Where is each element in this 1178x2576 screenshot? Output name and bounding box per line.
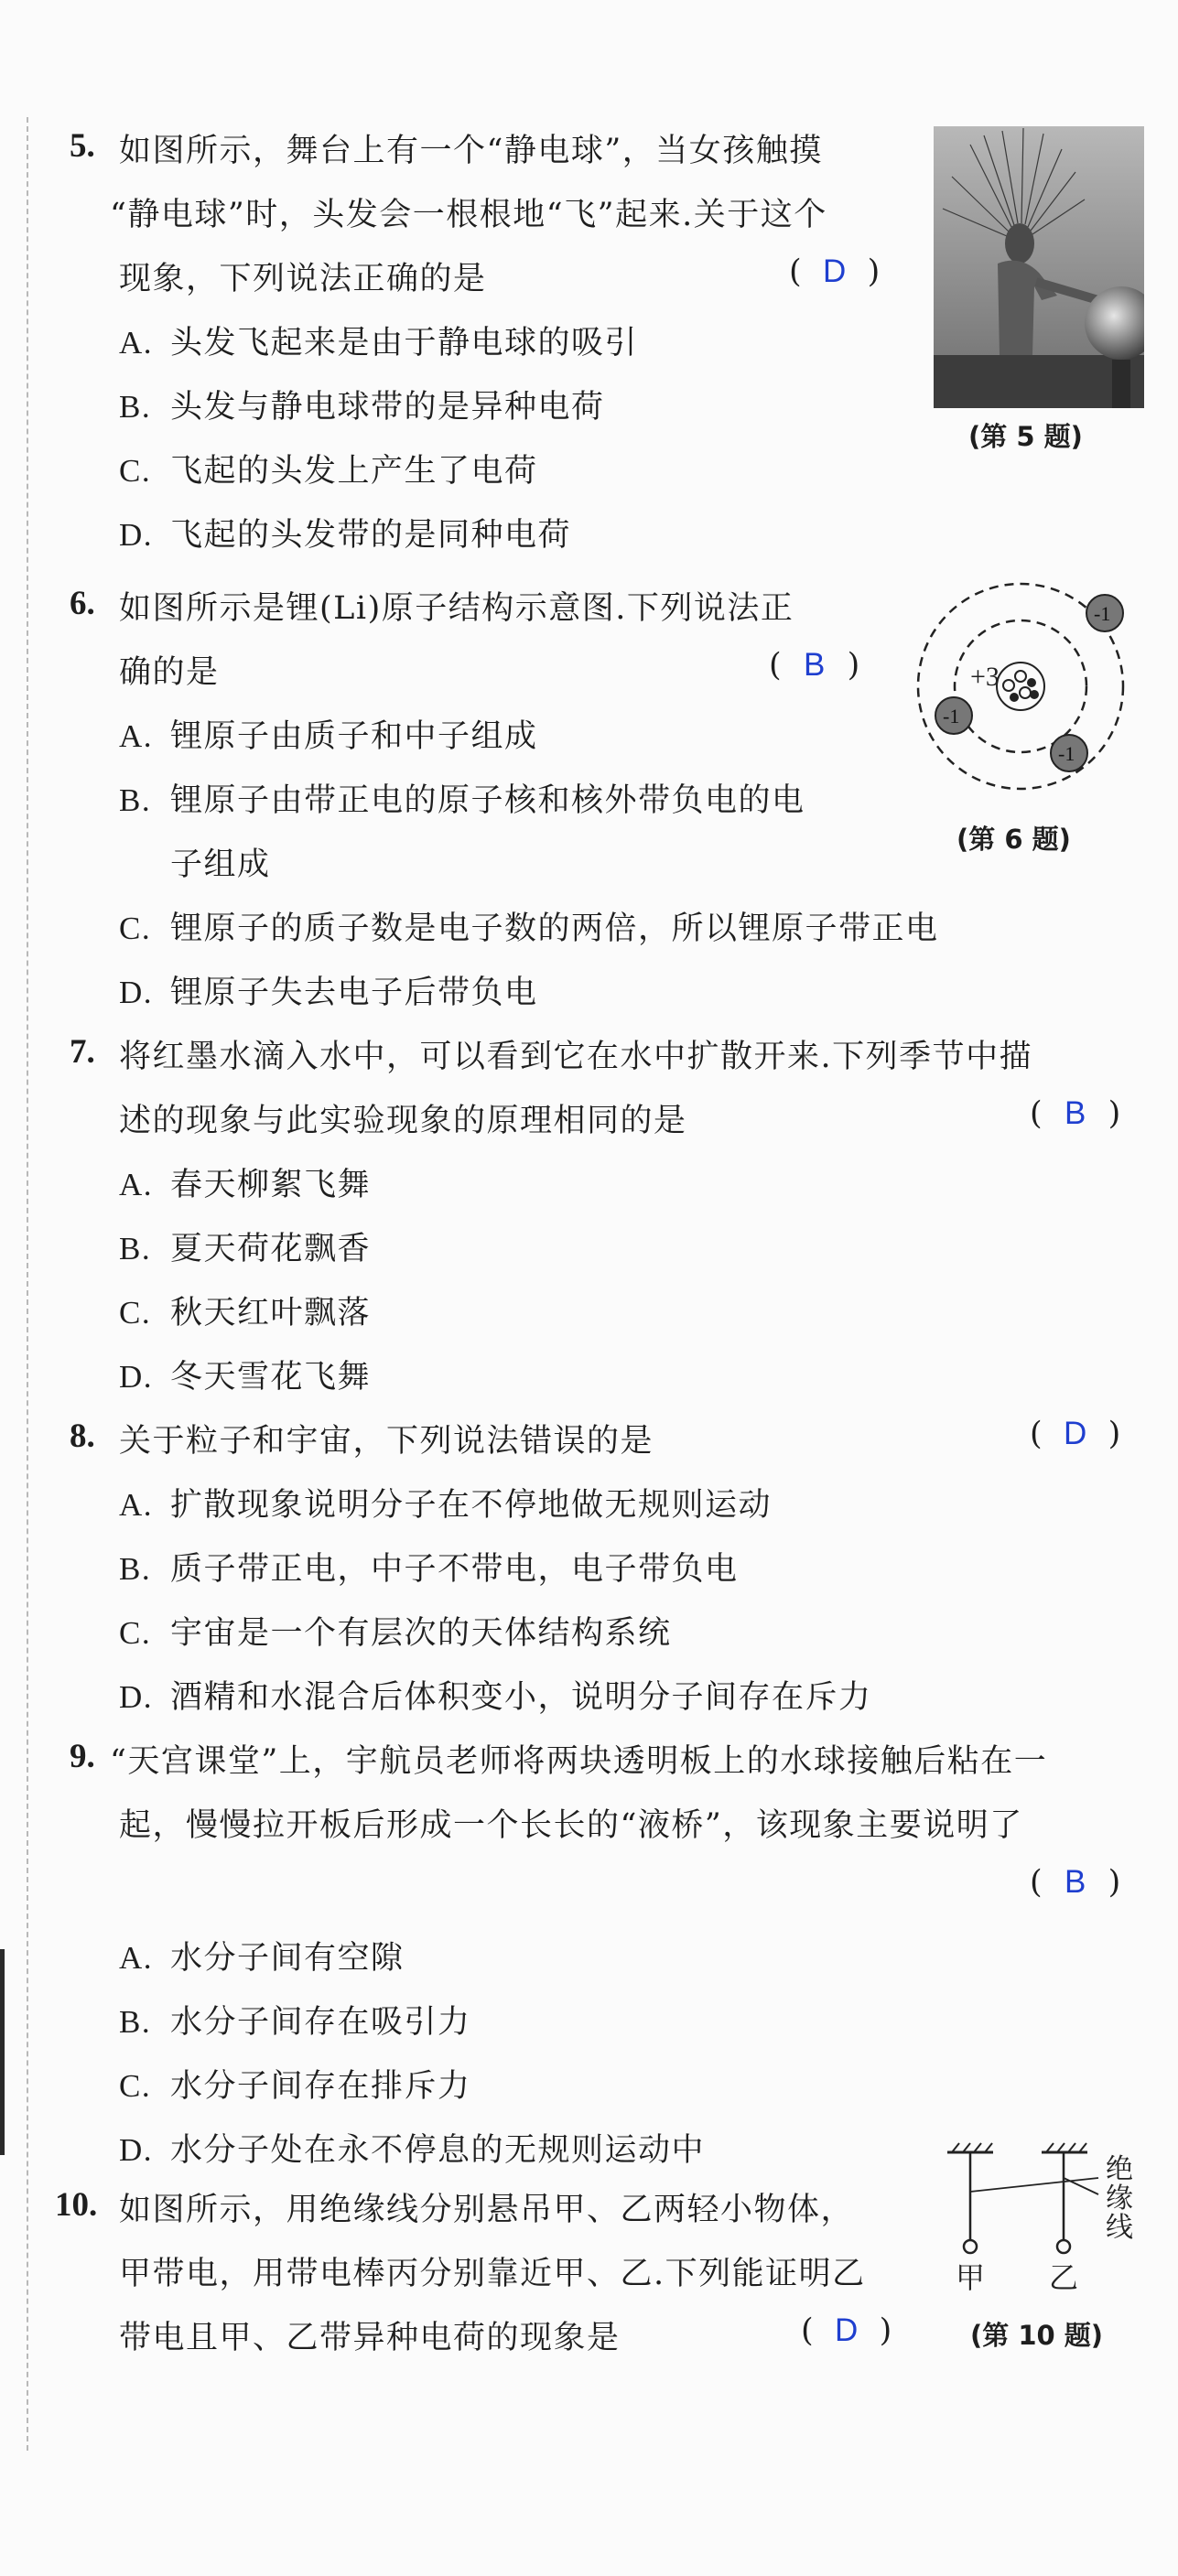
option: 子组成 — [170, 846, 271, 883]
answer-slot: ( B ) — [769, 647, 860, 684]
question-text-line: 起，慢慢拉开板后形成一个长长的“液桥”，该现象主要说明了 — [119, 1807, 1023, 1844]
figure-caption: (第 5 题) — [968, 421, 1083, 452]
question-text-line: “静电球”时，头发会一根根地“飞”起来.关于这个 — [110, 197, 827, 233]
option: A. 春天柳絮飞舞 — [119, 1167, 372, 1203]
question-text-line: 确的是 — [119, 654, 220, 691]
answer-slot: ( D ) — [1030, 1416, 1121, 1452]
option: C. 飞起的头发上产生了电荷 — [119, 453, 538, 490]
figure-caption: (第 6 题) — [956, 824, 1071, 855]
option: A. 头发飞起来是由于静电球的吸引 — [119, 325, 639, 361]
static-ball-photo — [934, 126, 1144, 408]
wire-label-3: 线 — [1106, 2212, 1133, 2244]
answer-value: B — [1064, 1864, 1086, 1900]
question-text-line: “天宫课堂”上，宇航员老师将两块透明板上的水球接触后粘在一 — [110, 1743, 1048, 1780]
question-number: 9. — [70, 1738, 95, 1775]
answer-value: D — [1064, 1416, 1087, 1451]
page-margin-line — [27, 117, 28, 2451]
question-text-line: 述的现象与此实验现象的原理相同的是 — [119, 1103, 687, 1139]
wire-label-2: 缘 — [1106, 2183, 1133, 2215]
electron — [1051, 735, 1087, 771]
electron — [935, 697, 972, 734]
question-number: 5. — [70, 127, 95, 165]
option: D. 冬天雪花飞舞 — [119, 1359, 372, 1396]
question-text-line: 如图所示，用绝缘线分别悬吊甲、乙两轻小物体， — [119, 2192, 855, 2228]
question-text-line: 带电且甲、乙带异种电荷的现象是 — [119, 2320, 621, 2356]
lithium-atom-diagram — [906, 572, 1135, 801]
label-jia: 甲 — [956, 2260, 986, 2295]
answer-slot: ( D ) — [801, 2312, 892, 2349]
option: D. 飞起的头发带的是同种电荷 — [119, 517, 572, 554]
option: A. 水分子间有空隙 — [119, 1940, 405, 1977]
label-yi: 乙 — [1049, 2260, 1079, 2295]
svg-text:-1: -1 — [1094, 602, 1111, 625]
option: B. 夏天荷花飘香 — [119, 1231, 372, 1267]
option: B. 水分子间存在吸引力 — [119, 2004, 471, 2041]
answer-slot: ( B ) — [1030, 1095, 1121, 1132]
option: C. 水分子间存在排斥力 — [119, 2068, 471, 2105]
question-text-line: 将红墨水滴入水中，可以看到它在水中扩散开来.下列季节中描 — [119, 1039, 1033, 1075]
nucleus-label: +3 — [970, 662, 1000, 692]
option: D. 水分子处在永不停息的无规则运动中 — [119, 2132, 706, 2169]
option: A. 锂原子由质子和中子组成 — [119, 718, 538, 755]
answer-value: D — [823, 253, 847, 289]
suspended-objects-diagram — [943, 2141, 1144, 2306]
question-number: 7. — [70, 1033, 95, 1071]
figure-caption: (第 10 题) — [970, 2320, 1104, 2351]
option: B. 质子带正电，中子不带电，电子带负电 — [119, 1551, 739, 1588]
svg-text:-1: -1 — [943, 705, 960, 728]
question-text-line: 如图所示，舞台上有一个“静电球”，当女孩触摸 — [119, 133, 823, 169]
option: D. 锂原子失去电子后带负电 — [119, 975, 538, 1011]
question-text-line: 现象，下列说法正确的是 — [119, 261, 487, 297]
answer-value: B — [803, 647, 826, 683]
svg-text:-1: -1 — [1058, 742, 1075, 765]
option: C. 宇宙是一个有层次的天体结构系统 — [119, 1615, 672, 1652]
answer-value: D — [835, 2312, 859, 2348]
electron — [1086, 595, 1123, 631]
binding-mark — [0, 1949, 5, 2155]
option: B. 锂原子由带正电的原子核和核外带负电的电 — [119, 782, 805, 819]
option: D. 酒精和水混合后体积变小，说明分子间存在斥力 — [119, 1679, 872, 1716]
question-text-line: 甲带电，用带电棒丙分别靠近甲、乙.下列能证明乙 — [119, 2256, 866, 2292]
question-text-line: 关于粒子和宇宙，下列说法错误的是 — [119, 1423, 654, 1460]
question-number: 8. — [70, 1417, 95, 1455]
answer-slot: ( B ) — [1030, 1864, 1121, 1901]
wire-label-1: 绝 — [1106, 2153, 1133, 2185]
option: B. 头发与静电球带的是异种电荷 — [119, 389, 605, 426]
question-number: 6. — [70, 585, 95, 622]
option: C. 秋天红叶飘落 — [119, 1295, 372, 1331]
answer-value: B — [1064, 1095, 1086, 1131]
question-text-line: 如图所示是锂(Li)原子结构示意图.下列说法正 — [119, 590, 794, 627]
question-number: 10. — [55, 2186, 98, 2224]
option: A. 扩散现象说明分子在不停地做无规则运动 — [119, 1487, 773, 1524]
option: C. 锂原子的质子数是电子数的两倍，所以锂原子带正电 — [119, 911, 939, 947]
answer-slot: ( D ) — [789, 253, 881, 290]
